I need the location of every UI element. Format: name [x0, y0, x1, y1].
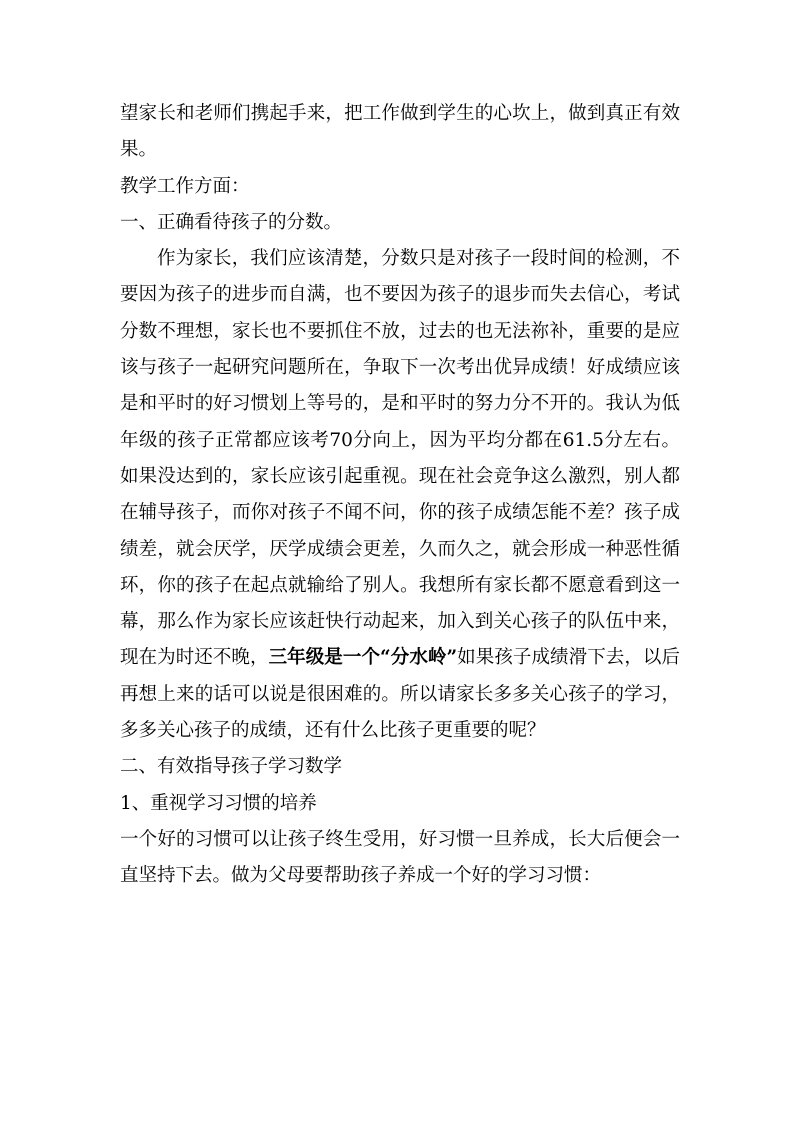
paragraph-habits: 一个好的习惯可以让孩子终生受用，好习惯一旦养成，长大后便会一直坚持下去。做为父母要帮助孩子养成一个好的学习习惯：: [120, 828, 680, 887]
heading-guide-math: 二、有效指导孩子学习数学: [120, 756, 343, 778]
paragraph-scores: [120, 241, 680, 749]
paragraph-scores-text-1: 作为家长，我们应该清楚，分数只是对孩子一段时间的检测，不要因为孩子的进步而自满，也不要因为孩子的退步而失去信心，考试分数不理想，家长也不要抓住不放，过去的也无法祢补，重要的是应该与孩子一起研究问题所在，争取下一次考出优异成绩！好成绩应该是和平时的好习惯划上等号的，是和平时的努力分不开的。我认为低年级的孩子正常都应该考70分向上，因为平均分都在61.5分左右。如果没达到的，家长应该引起重视。现在社会竞争这么激烈，别人都在辅导孩子，而你对孩子不闻不问，你的孩子成绩怎能不差？孩子成绩差，就会厌学，厌学成绩会更差，久而久之，就会形成一种恶性循环，你的孩子在起点就输给了别人。我想所有家长都不愿意看到这一幕，那么作为家长应该赶快行动起来，加入到关心孩子的队伍中来，现在为时还不晚，: [120, 248, 680, 669]
paragraph-scores-bold: 三年级是一个“分水岭”: [268, 647, 458, 669]
section-heading-teaching: 教学工作方面：: [120, 175, 250, 197]
heading-view-scores: 一、正确看待孩子的分数。: [120, 211, 343, 233]
document-body: [120, 96, 680, 895]
subheading-study-habits: 1、重视学习习惯的培养: [120, 792, 317, 814]
paragraph-scores-text-2: 如果孩子成绩滑下去，以后再想上来的话可以说是很困难的。所以请家长多多关心孩子的学习，多多关心孩子的成绩，还有什么比孩子更重要的呢？: [120, 647, 680, 742]
paragraph-continuation: 望家长和老师们携起手来，把工作做到学生的心坎上，做到真正有效果。: [120, 103, 680, 161]
